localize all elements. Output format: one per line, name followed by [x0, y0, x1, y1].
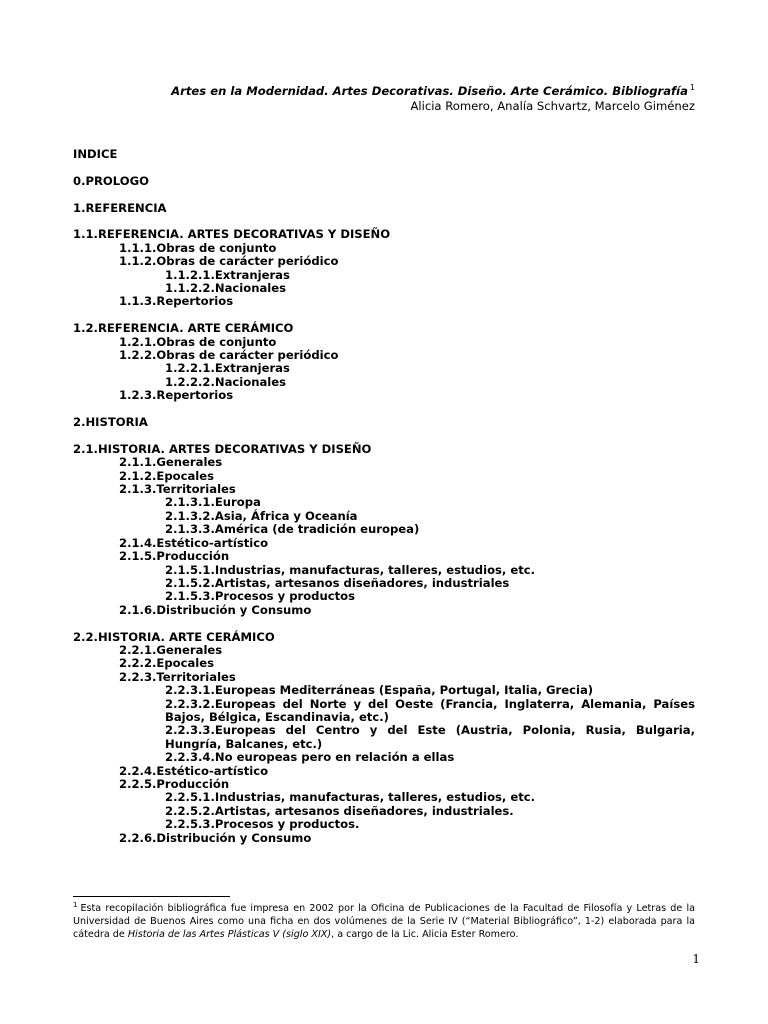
toc-entry: 2.2.3.2.Europeas del Norte y del Oeste (Francia, Inglaterra, Alemania, Países Bajos, Bélgica, Escandinavia, etc.): [165, 696, 695, 724]
footnote: [73, 899, 695, 941]
toc-heading: INDICE: [73, 147, 118, 161]
toc-entry: 2.2.3.1.Europeas Mediterráneas (España, Portugal, Italia, Grecia): [165, 683, 594, 698]
toc-entry: 2.2.6.Distribución y Consumo: [119, 830, 312, 845]
toc-entry: 2.1.5.3.Procesos y productos: [165, 589, 356, 604]
toc-entry: 2.2.3.Territoriales: [119, 669, 236, 684]
footnote-marker: 1: [73, 901, 78, 909]
toc-heading: 1.2.REFERENCIA. ARTE CERÁMICO: [73, 321, 294, 336]
toc-entry: 2.2.5.1.Industrias, manufacturas, talleres, estudios, etc.: [165, 790, 536, 805]
toc-entry: 2.1.2.Epocales: [119, 468, 215, 483]
toc-entry: 1.1.1.Obras de conjunto: [119, 240, 277, 255]
toc-entry: 1.2.2.Obras de carácter periódico: [119, 348, 339, 363]
title-footnote-marker[interactable]: 1: [689, 83, 695, 92]
toc-heading: 1.REFERENCIA: [73, 200, 167, 215]
document-header: [95, 80, 695, 114]
footnote-course-title: Historia de las Artes Plásticas V (siglo XIX): [127, 929, 332, 940]
toc-entry: 2.2.1.Generales: [119, 642, 223, 657]
toc-entry: 1.1.2.Obras de carácter periódico: [119, 254, 339, 269]
footnote-separator: [73, 896, 230, 897]
toc-entry: 2.1.5.1.Industrias, manufacturas, talleres, estudios, etc.: [165, 562, 536, 577]
toc-entry: 2.1.3.Territoriales: [119, 482, 236, 497]
toc-entry: 2.2.5.2.Artistas, artesanos diseñadores, industriales.: [165, 803, 514, 818]
document-title: [95, 80, 695, 99]
title-text: Artes en la Modernidad. Artes Decorativas. Diseño. Arte Cerámico. Bibliografía: [171, 84, 688, 98]
page-number: 1: [692, 952, 700, 966]
toc-heading: 2.HISTORIA: [73, 415, 148, 430]
toc-entry: 1.1.2.1.Extranjeras: [165, 267, 290, 282]
toc-entry: 2.2.5.3.Procesos y productos.: [165, 817, 360, 832]
toc-entry: 2.1.5.2.Artistas, artesanos diseñadores, industriales: [165, 575, 510, 590]
toc-entry: 2.1.3.1.Europa: [165, 495, 261, 510]
table-of-contents: [73, 148, 695, 845]
toc-entry: 1.1.3.Repertorios: [119, 294, 234, 309]
toc-entry: 2.1.6.Distribución y Consumo: [119, 602, 312, 617]
footnote-text-after: , a cargo de la Lic. Alicia Ester Romero.: [331, 929, 519, 940]
footnote-text-before: Esta recopilación bibliográfica fue impresa en 2002 por la Oficina de Publicaciones de la Facultad de Filosofía y Letras de la Universidad de Buenos Aires como una ficha en dos volúmenes de la Serie IV (“Material Bibliográfico”, 1-2) elaborada para la cátedra de: [73, 903, 695, 940]
toc-entry: 2.2.3.4.No europeas pero en relación a ellas: [165, 750, 455, 765]
toc-heading: 0.PROLOGO: [73, 173, 149, 188]
toc-entry: 2.2.2.Epocales: [119, 656, 215, 671]
toc-entry: 1.2.2.1.Extranjeras: [165, 361, 290, 376]
toc-entry: 1.2.2.2.Nacionales: [165, 374, 287, 389]
toc-entry: 2.1.4.Estético-artístico: [119, 535, 269, 550]
toc-entry: 2.1.3.3.América (de tradición europea): [165, 522, 420, 537]
toc-entry: 1.2.1.Obras de conjunto: [119, 334, 277, 349]
toc-entry: 2.2.5.Producción: [119, 776, 230, 791]
toc-entry: 2.2.4.Estético-artístico: [119, 763, 269, 778]
toc-heading: 1.1.REFERENCIA. ARTES DECORATIVAS Y DISEÑO: [73, 227, 391, 242]
toc-entry: 2.1.5.Producción: [119, 549, 230, 564]
toc-heading: 2.1.HISTORIA. ARTES DECORATIVAS Y DISEÑO: [73, 441, 372, 456]
toc-entry: 2.1.1.Generales: [119, 455, 223, 470]
toc-entry: 2.1.3.2.Asia, África y Oceanía: [165, 508, 358, 523]
toc-entry: 1.1.2.2.Nacionales: [165, 281, 287, 296]
toc-entry: 2.2.3.3.Europeas del Centro y del Este (Austria, Polonia, Rusia, Bulgaria, Hungría, Balcanes, etc.): [165, 723, 695, 751]
toc-heading: 2.2.HISTORIA. ARTE CERÁMICO: [73, 629, 275, 644]
toc-entry: 1.2.3.Repertorios: [119, 388, 234, 403]
authors-line: Alicia Romero, Analía Schvartz, Marcelo Giménez: [410, 99, 695, 113]
